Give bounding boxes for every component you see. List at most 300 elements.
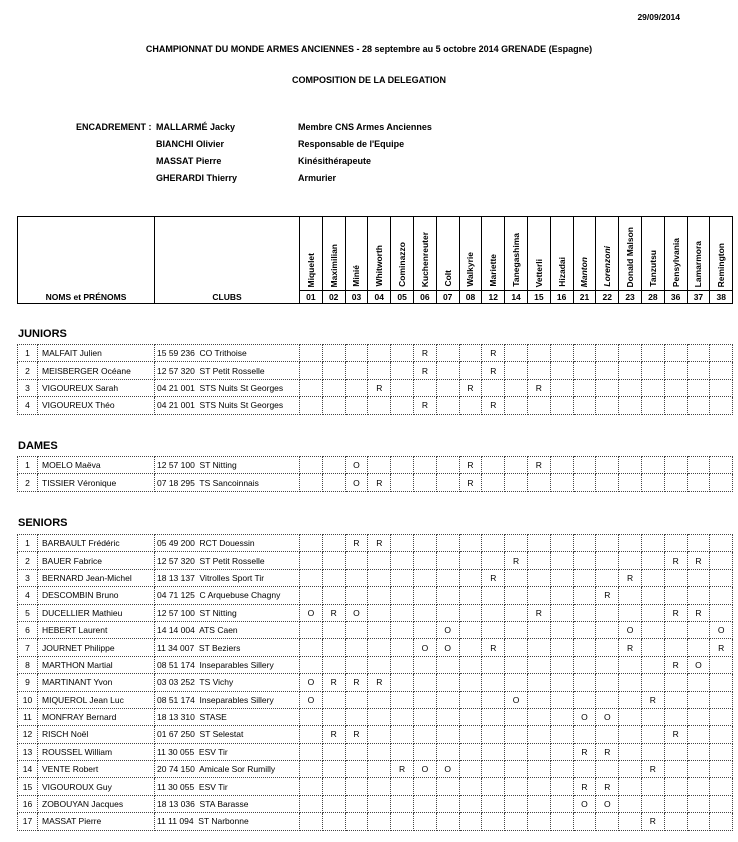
discipline-header <box>687 217 710 291</box>
member-club: 07 18 295 TS Sancoinnais <box>155 474 300 491</box>
discipline-mark: R <box>687 552 710 569</box>
discipline-name: Manton <box>579 256 590 287</box>
discipline-mark <box>641 674 664 691</box>
discipline-mark <box>413 708 436 725</box>
discipline-mark <box>664 397 687 414</box>
discipline-mark <box>505 674 528 691</box>
discipline-mark <box>596 674 619 691</box>
discipline-mark <box>482 778 505 795</box>
discipline-mark <box>687 535 710 552</box>
discipline-mark <box>505 656 528 673</box>
document-title: CHAMPIONNAT DU MONDE ARMES ANCIENNES - 28 septembre au 5 octobre 2014 GRENADE (Espagne) <box>145 44 593 54</box>
discipline-mark <box>436 778 459 795</box>
discipline-mark <box>710 569 733 586</box>
discipline-mark: R <box>482 639 505 656</box>
member-name: VIGOUREUX Sarah <box>38 379 155 396</box>
discipline-mark <box>641 379 664 396</box>
discipline-mark <box>391 639 414 656</box>
discipline-mark <box>710 474 733 491</box>
discipline-mark <box>619 795 642 812</box>
member-club: 08 51 174 Inseparables Sillery <box>155 656 300 673</box>
discipline-mark <box>527 726 550 743</box>
discipline-mark: R <box>322 674 345 691</box>
discipline-mark <box>710 457 733 474</box>
discipline-mark <box>619 778 642 795</box>
discipline-mark <box>619 474 642 491</box>
discipline-mark: R <box>345 535 368 552</box>
discipline-mark <box>391 345 414 362</box>
discipline-mark <box>459 813 482 830</box>
discipline-mark: R <box>573 743 596 760</box>
discipline-mark <box>550 569 573 586</box>
discipline-mark: R <box>505 552 528 569</box>
discipline-mark <box>345 743 368 760</box>
discipline-mark <box>345 397 368 414</box>
table-row <box>18 457 733 474</box>
discipline-mark <box>550 397 573 414</box>
discipline-mark: O <box>413 761 436 778</box>
discipline-mark <box>300 552 323 569</box>
discipline-mark <box>300 397 323 414</box>
discipline-header <box>391 217 414 291</box>
discipline-mark <box>527 639 550 656</box>
member-name: BAUER Fabrice <box>38 552 155 569</box>
discipline-mark <box>482 656 505 673</box>
discipline-mark <box>459 708 482 725</box>
discipline-mark <box>505 362 528 379</box>
discipline-mark <box>527 691 550 708</box>
row-number: 1 <box>18 535 38 552</box>
discipline-mark <box>459 535 482 552</box>
discipline-mark <box>436 474 459 491</box>
section-title: JUNIORS <box>18 328 67 340</box>
table-row <box>18 639 733 656</box>
discipline-mark <box>505 778 528 795</box>
discipline-header <box>436 217 459 291</box>
discipline-mark <box>482 813 505 830</box>
discipline-mark <box>391 813 414 830</box>
discipline-name: Colt <box>442 270 453 287</box>
discipline-mark: R <box>368 474 391 491</box>
member-club: 11 11 094 ST Narbonne <box>155 813 300 830</box>
discipline-mark <box>482 726 505 743</box>
discipline-mark <box>596 362 619 379</box>
discipline-mark <box>619 726 642 743</box>
discipline-mark: O <box>345 604 368 621</box>
discipline-mark <box>459 569 482 586</box>
discipline-mark <box>436 397 459 414</box>
discipline-mark <box>664 457 687 474</box>
discipline-name: Minié <box>351 265 362 287</box>
discipline-mark <box>664 639 687 656</box>
discipline-header <box>322 217 345 291</box>
discipline-mark <box>459 552 482 569</box>
discipline-mark <box>300 362 323 379</box>
discipline-mark <box>687 726 710 743</box>
discipline-mark <box>550 587 573 604</box>
member-club: 03 03 252 TS Vichy <box>155 674 300 691</box>
discipline-mark <box>641 795 664 812</box>
discipline-mark <box>687 691 710 708</box>
member-name: DESCOMBIN Bruno <box>38 587 155 604</box>
discipline-mark: O <box>710 621 733 638</box>
discipline-mark <box>596 761 619 778</box>
discipline-mark <box>619 397 642 414</box>
discipline-mark <box>391 656 414 673</box>
discipline-mark <box>505 474 528 491</box>
discipline-mark <box>527 362 550 379</box>
discipline-code: 16 <box>550 291 573 304</box>
discipline-mark <box>345 639 368 656</box>
row-number: 1 <box>18 457 38 474</box>
discipline-mark: O <box>345 457 368 474</box>
discipline-mark <box>391 552 414 569</box>
discipline-mark <box>619 587 642 604</box>
discipline-mark <box>391 778 414 795</box>
discipline-mark <box>391 674 414 691</box>
discipline-code: 22 <box>596 291 619 304</box>
row-number: 3 <box>18 379 38 396</box>
discipline-mark <box>641 569 664 586</box>
discipline-mark <box>300 778 323 795</box>
discipline-mark <box>345 569 368 586</box>
discipline-mark <box>641 552 664 569</box>
discipline-mark <box>459 656 482 673</box>
discipline-name: Hizadai <box>556 257 567 287</box>
discipline-mark <box>391 743 414 760</box>
discipline-mark <box>550 813 573 830</box>
discipline-mark <box>664 621 687 638</box>
discipline-mark <box>300 656 323 673</box>
discipline-mark <box>345 552 368 569</box>
discipline-mark <box>573 761 596 778</box>
discipline-mark: R <box>413 345 436 362</box>
discipline-mark <box>710 345 733 362</box>
discipline-mark <box>300 743 323 760</box>
member-club: 08 51 174 Inseparables Sillery <box>155 691 300 708</box>
discipline-mark <box>619 691 642 708</box>
discipline-code: 36 <box>664 291 687 304</box>
discipline-mark <box>322 813 345 830</box>
discipline-name: Lorenzoni <box>602 246 613 287</box>
table-row <box>18 345 733 362</box>
discipline-mark <box>619 813 642 830</box>
discipline-mark <box>368 813 391 830</box>
document-subtitle: COMPOSITION DE LA DELEGATION <box>291 75 446 85</box>
member-name: RISCH Noël <box>38 726 155 743</box>
discipline-mark <box>505 535 528 552</box>
discipline-mark <box>322 778 345 795</box>
discipline-mark <box>664 674 687 691</box>
discipline-mark: O <box>300 604 323 621</box>
discipline-mark <box>641 345 664 362</box>
discipline-mark <box>322 708 345 725</box>
discipline-mark <box>664 708 687 725</box>
table-row <box>18 604 733 621</box>
discipline-name: Mariette <box>488 254 499 287</box>
discipline-mark <box>345 691 368 708</box>
discipline-mark <box>345 656 368 673</box>
row-number: 9 <box>18 674 38 691</box>
discipline-mark <box>459 761 482 778</box>
discipline-mark <box>687 362 710 379</box>
discipline-mark <box>368 795 391 812</box>
staff-role: Armurier <box>298 173 337 183</box>
member-club: 05 49 200 RCT Douessin <box>155 535 300 552</box>
discipline-mark <box>300 726 323 743</box>
discipline-mark: R <box>482 345 505 362</box>
member-club: 11 30 055 ESV Tir <box>155 743 300 760</box>
row-number: 6 <box>18 621 38 638</box>
discipline-code: 37 <box>687 291 710 304</box>
discipline-mark <box>345 761 368 778</box>
discipline-mark <box>687 587 710 604</box>
discipline-mark <box>436 674 459 691</box>
discipline-mark <box>641 587 664 604</box>
discipline-mark <box>482 587 505 604</box>
member-club: 20 74 150 Amicale Sor Rumilly <box>155 761 300 778</box>
discipline-code: 23 <box>619 291 642 304</box>
discipline-mark <box>550 552 573 569</box>
row-number: 8 <box>18 656 38 673</box>
discipline-mark <box>322 474 345 491</box>
member-club: 01 67 250 ST Selestat <box>155 726 300 743</box>
discipline-mark <box>573 726 596 743</box>
discipline-mark: R <box>664 604 687 621</box>
discipline-mark <box>550 708 573 725</box>
discipline-mark <box>596 379 619 396</box>
discipline-name: Pensylvania <box>670 237 681 287</box>
member-name: MEISBERGER Océane <box>38 362 155 379</box>
discipline-mark: O <box>505 691 528 708</box>
discipline-mark <box>550 691 573 708</box>
discipline-name: Tanzutsu <box>647 250 658 287</box>
discipline-mark: O <box>436 621 459 638</box>
discipline-mark <box>527 778 550 795</box>
discipline-mark <box>527 474 550 491</box>
discipline-mark <box>345 587 368 604</box>
discipline-mark <box>482 691 505 708</box>
discipline-mark <box>300 457 323 474</box>
discipline-mark <box>505 708 528 725</box>
discipline-mark <box>573 345 596 362</box>
discipline-mark <box>664 535 687 552</box>
discipline-mark <box>322 362 345 379</box>
discipline-mark <box>641 457 664 474</box>
staff-role: Membre CNS Armes Anciennes <box>298 122 432 132</box>
discipline-code: 02 <box>322 291 345 304</box>
discipline-mark <box>573 397 596 414</box>
discipline-mark <box>710 587 733 604</box>
discipline-mark <box>550 743 573 760</box>
discipline-mark <box>619 552 642 569</box>
discipline-mark: R <box>413 362 436 379</box>
discipline-header <box>596 217 619 291</box>
discipline-mark <box>322 569 345 586</box>
discipline-mark <box>687 743 710 760</box>
discipline-mark <box>550 778 573 795</box>
discipline-mark <box>391 708 414 725</box>
discipline-mark <box>413 743 436 760</box>
discipline-mark <box>573 569 596 586</box>
discipline-mark: O <box>573 795 596 812</box>
member-club: 12 57 320 ST Petit Rosselle <box>155 362 300 379</box>
discipline-mark <box>687 621 710 638</box>
discipline-mark <box>413 379 436 396</box>
discipline-mark: O <box>413 639 436 656</box>
discipline-mark <box>664 345 687 362</box>
discipline-mark: O <box>345 474 368 491</box>
discipline-mark <box>664 743 687 760</box>
discipline-mark: R <box>596 778 619 795</box>
discipline-mark <box>641 656 664 673</box>
discipline-header <box>300 217 323 291</box>
discipline-mark <box>527 674 550 691</box>
discipline-mark <box>368 397 391 414</box>
discipline-mark <box>687 345 710 362</box>
discipline-mark <box>322 397 345 414</box>
discipline-mark <box>596 691 619 708</box>
discipline-mark <box>710 362 733 379</box>
discipline-mark <box>505 587 528 604</box>
table-row <box>18 726 733 743</box>
discipline-mark <box>413 604 436 621</box>
discipline-mark <box>619 743 642 760</box>
discipline-mark <box>391 621 414 638</box>
discipline-mark <box>505 379 528 396</box>
discipline-mark <box>596 457 619 474</box>
discipline-mark <box>573 639 596 656</box>
discipline-mark <box>710 674 733 691</box>
discipline-mark <box>391 795 414 812</box>
discipline-mark <box>436 604 459 621</box>
discipline-mark <box>300 569 323 586</box>
discipline-mark <box>527 813 550 830</box>
discipline-mark <box>550 621 573 638</box>
member-club: 04 21 001 STS Nuits St Georges <box>155 397 300 414</box>
discipline-mark <box>550 726 573 743</box>
discipline-mark <box>436 362 459 379</box>
discipline-header <box>459 217 482 291</box>
discipline-mark <box>368 691 391 708</box>
discipline-mark: R <box>482 569 505 586</box>
discipline-mark <box>527 397 550 414</box>
discipline-mark <box>300 708 323 725</box>
discipline-mark <box>459 397 482 414</box>
discipline-mark <box>436 813 459 830</box>
staff-role: Kinésithérapeute <box>298 156 372 166</box>
section-table <box>17 344 733 415</box>
discipline-mark <box>596 604 619 621</box>
discipline-mark <box>300 345 323 362</box>
discipline-mark <box>300 535 323 552</box>
discipline-mark <box>459 639 482 656</box>
member-name: MASSAT Pierre <box>38 813 155 830</box>
staff-name: GHERARDI Thierry <box>156 173 238 183</box>
discipline-name: Maximilian <box>328 243 339 287</box>
member-club: 14 14 004 ATS Caen <box>155 621 300 638</box>
discipline-mark <box>482 743 505 760</box>
discipline-mark <box>391 587 414 604</box>
member-name: VENTE Robert <box>38 761 155 778</box>
table-row <box>18 587 733 604</box>
discipline-mark: O <box>687 656 710 673</box>
discipline-mark <box>482 535 505 552</box>
discipline-mark <box>664 691 687 708</box>
discipline-mark <box>322 639 345 656</box>
discipline-mark: R <box>368 379 391 396</box>
discipline-mark <box>573 552 596 569</box>
discipline-mark <box>368 587 391 604</box>
discipline-mark <box>368 552 391 569</box>
row-number: 16 <box>18 795 38 812</box>
discipline-mark <box>573 604 596 621</box>
discipline-mark: R <box>368 674 391 691</box>
member-name: BARBAULT Frédéric <box>38 535 155 552</box>
discipline-mark <box>505 795 528 812</box>
discipline-name: Tanegashima <box>511 233 522 287</box>
discipline-mark <box>368 362 391 379</box>
discipline-code: 14 <box>505 291 528 304</box>
table-row <box>18 795 733 812</box>
discipline-mark: O <box>300 674 323 691</box>
member-name: MIQUEROL Jean Luc <box>38 691 155 708</box>
discipline-mark <box>573 535 596 552</box>
row-number: 1 <box>18 345 38 362</box>
discipline-header <box>641 217 664 291</box>
discipline-mark <box>322 743 345 760</box>
discipline-mark <box>436 345 459 362</box>
discipline-mark <box>641 604 664 621</box>
discipline-mark: R <box>345 674 368 691</box>
discipline-mark <box>368 621 391 638</box>
discipline-code: 06 <box>413 291 436 304</box>
discipline-mark <box>436 552 459 569</box>
discipline-mark <box>710 795 733 812</box>
discipline-mark: R <box>664 552 687 569</box>
discipline-mark: R <box>664 656 687 673</box>
table-row <box>18 362 733 379</box>
discipline-mark <box>664 587 687 604</box>
row-number: 2 <box>18 362 38 379</box>
discipline-mark <box>664 379 687 396</box>
discipline-mark: R <box>482 397 505 414</box>
table-row <box>18 674 733 691</box>
names-column-header: NOMS et PRÉNOMS <box>18 217 155 304</box>
discipline-mark <box>413 778 436 795</box>
discipline-name: Kuchenreuter <box>419 231 430 287</box>
discipline-mark <box>505 604 528 621</box>
discipline-mark <box>641 778 664 795</box>
member-name: TISSIER Véronique <box>38 474 155 491</box>
discipline-mark <box>322 457 345 474</box>
discipline-mark <box>391 397 414 414</box>
discipline-mark <box>300 587 323 604</box>
discipline-mark <box>573 587 596 604</box>
discipline-mark <box>710 552 733 569</box>
discipline-mark <box>527 761 550 778</box>
discipline-mark <box>619 708 642 725</box>
discipline-mark <box>573 813 596 830</box>
discipline-mark: R <box>322 604 345 621</box>
discipline-mark <box>527 795 550 812</box>
discipline-mark <box>413 656 436 673</box>
discipline-mark <box>596 552 619 569</box>
discipline-mark <box>550 345 573 362</box>
member-club: 04 71 125 C Arquebuse Chagny <box>155 587 300 604</box>
discipline-mark <box>573 474 596 491</box>
discipline-header <box>413 217 436 291</box>
